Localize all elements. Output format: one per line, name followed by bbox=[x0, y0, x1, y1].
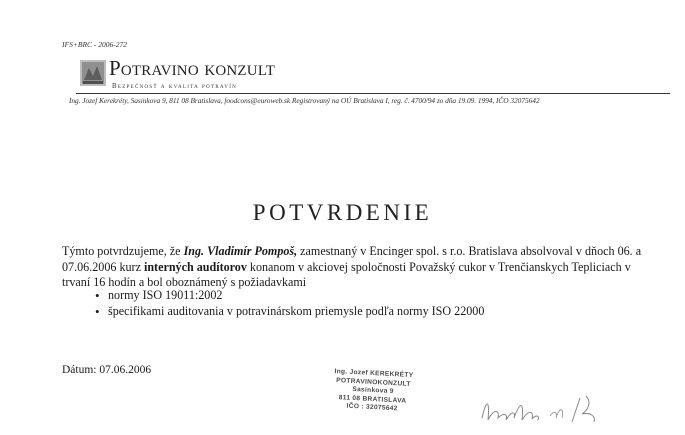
company-stamp bbox=[317, 367, 429, 416]
company-tagline: Bezpečnosť a kvalita potravín bbox=[112, 83, 238, 90]
document-title: POTVRDENIE bbox=[252, 200, 433, 225]
company-contact-line: Ing. Jozef Kerekréty, Sasinkova 9, 811 08 Bratislava, foodcons@euroweb.sk Registrovaný na OÚ Bratislava I, reg. č. 4700/94 zo dňa 19.09. 1994, IČO 32075642 bbox=[69, 96, 540, 105]
stamp-line: POTRAVINOKONZULT bbox=[336, 376, 411, 388]
course-name: interných audítorov bbox=[143, 259, 247, 274]
stamp-line: 811 08 BRATISLAVA bbox=[338, 394, 407, 405]
header-divider bbox=[76, 93, 670, 94]
body-part-3: konanom v akciovej spoločnosti Považský cukor v Trenčianskych Tepliciach v trvaní 16 hodín a bol oboznámený s požiadavkami bbox=[62, 259, 631, 289]
document-date: Dátum: 07.06.2006 bbox=[62, 364, 152, 376]
requirement-item: • normy ISO 19011:2002 bbox=[95, 288, 484, 304]
handwritten-signature bbox=[476, 388, 616, 428]
stamp-line: IČO : 32075642 bbox=[346, 403, 398, 413]
requirement-item: • špecifikami auditovania v potravinárskom priemysle podľa normy ISO 22000 bbox=[95, 304, 484, 320]
stamp-line: Sasinkova 9 bbox=[352, 386, 394, 396]
body-intro: Týmto potvrdzujeme, že bbox=[62, 244, 184, 258]
company-logo-icon bbox=[80, 60, 106, 86]
company-name: Potravino konzult bbox=[109, 56, 276, 80]
person-name: Ing. Vladimír Pompoš, bbox=[183, 244, 298, 258]
document-reference: IFS+BRC - 2006-272 bbox=[62, 40, 128, 49]
requirements-list bbox=[95, 288, 484, 319]
confirmation-paragraph bbox=[62, 244, 642, 291]
body-part-2: zamestnaný v Encinger spol. s r.o. Bratislava absolvoval v dňoch 06. a 07.06.2006 kurz bbox=[62, 244, 642, 274]
stamp-line: Ing. Jozef KEREKRÉTY bbox=[334, 367, 414, 380]
